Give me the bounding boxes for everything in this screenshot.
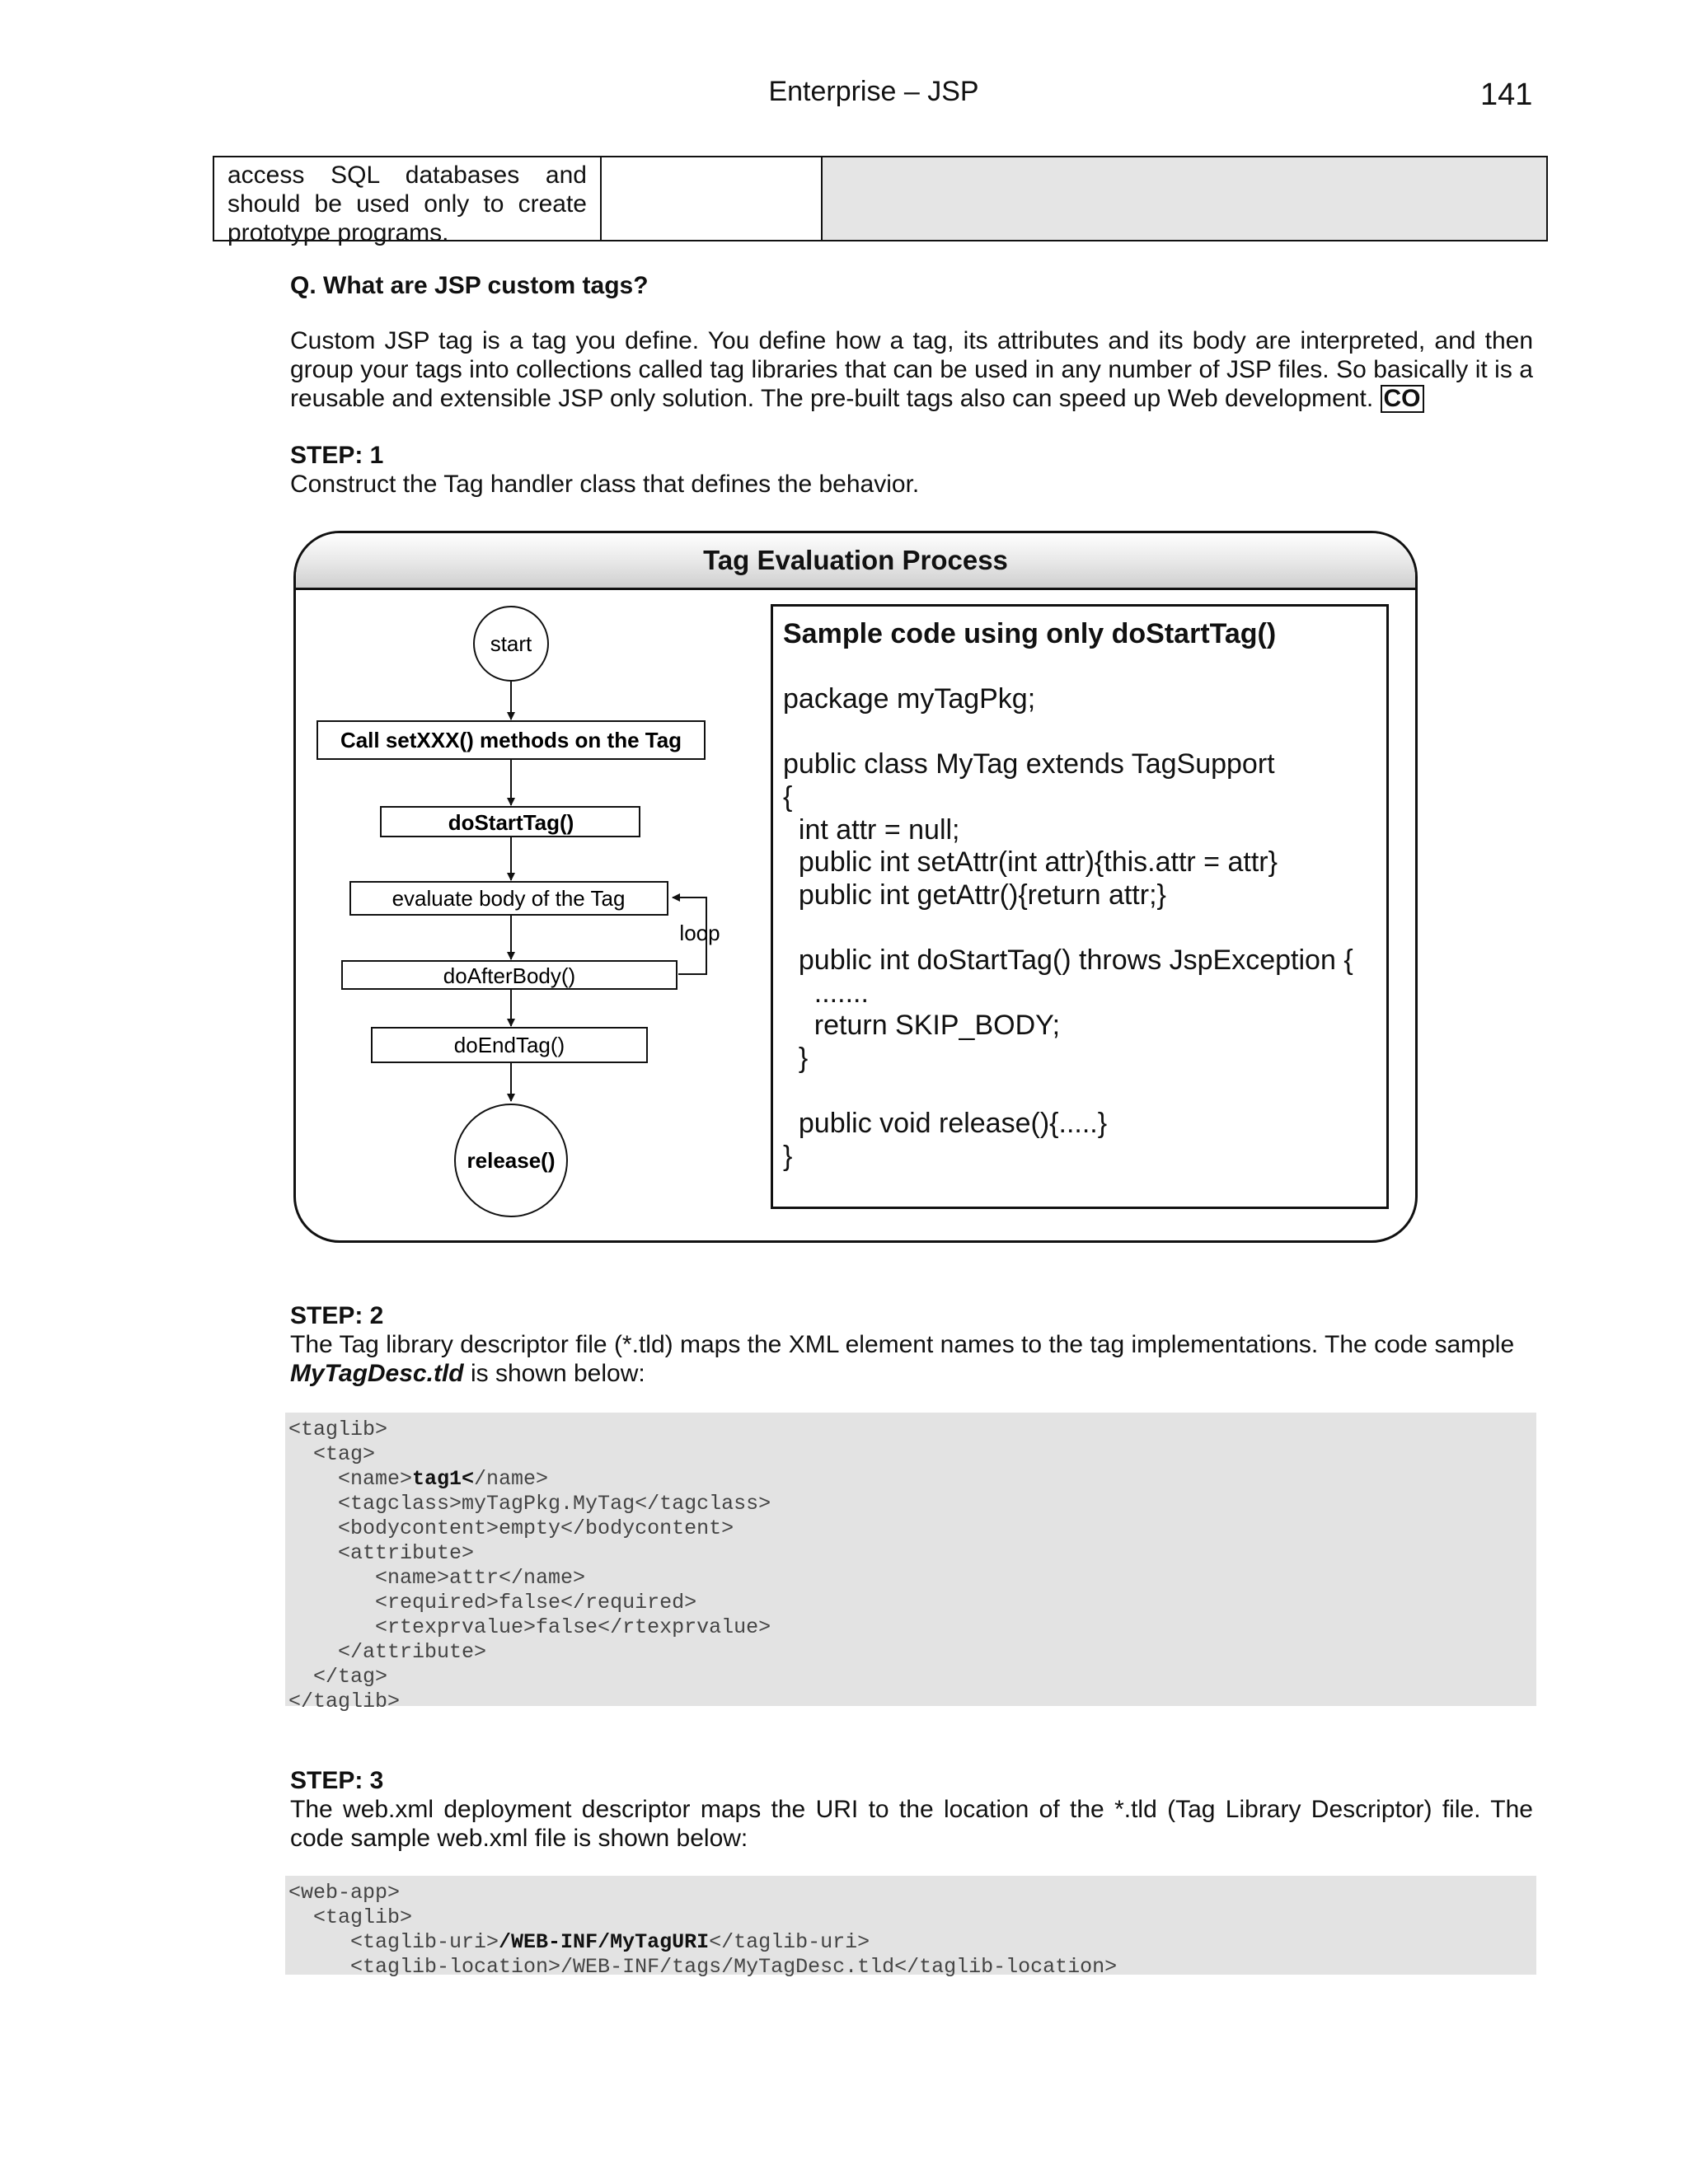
step2-text-after: is shown below: [463,1360,645,1387]
table-cell-text: access SQL databases and should be used only to create prototype programs. [214,157,602,240]
code-line: public int doStartTag() throws JspException { [783,944,1353,976]
code-line: <taglib> [288,1905,413,1929]
code-line: <rtexprvalue>false</rtexprvalue> [288,1615,771,1639]
code-line: package myTagPkg; [783,683,1036,715]
webxml-code-listing [285,1876,1536,1979]
tld-code-listing [285,1413,1536,1713]
code-line: <name>attr</name> [288,1566,586,1590]
step1-text: Construct the Tag handler class that defines the behavior. [290,471,920,498]
step2-text-before: The Tag library descriptor file (*.tld) maps the XML element names to the tag implementations. The code sample [290,1331,1515,1358]
loop-label: loop [679,921,720,945]
code-line: <tagclass>myTagPkg.MyTag</tagclass> [288,1492,771,1516]
code-line: return SKIP_BODY; [783,1010,1061,1042]
code-line: <web-app> [288,1881,401,1905]
evaluate-body-label: evaluate body of the Tag [392,886,626,911]
step2-label: STEP: 2 [290,1302,384,1329]
diagram-title: Tag Evaluation Process [296,533,1415,590]
flowchart [296,533,757,1243]
code-line: <name>tag1</name> [288,1467,549,1491]
co-badge: CO [1381,385,1424,413]
code-line: public class MyTag extends TagSupport [783,748,1275,780]
answer-text: Custom JSP tag is a tag you define. You define how a tag, its attributes and its body are interpreted, and then group your tags into collections called tag libraries that can be used in any number of JSP files. So basically it is a reusable and extensible JSP only solution. The pre-built tags also can speed up Web development. [290,327,1533,412]
step3-text: The web.xml deployment descriptor maps the URI to the location of the *.tld (Tag Library Descriptor) file. The code sample web.xml file is shown below: [290,1796,1533,1852]
code-line: <taglib-uri>/WEB-INF/MyTagURI</taglib-uri> [288,1930,870,1954]
code-line: </tag> [288,1665,388,1689]
code-line: <attribute> [288,1541,475,1565]
code-line: <bodycontent>empty</bodycontent> [288,1516,734,1540]
step1-label: STEP: 1 [290,442,384,469]
code-line: } [783,1042,809,1074]
page-header-title: Enterprise – JSP [768,76,979,107]
do-end-label: doEndTag() [453,1033,565,1057]
code-line: } [783,1140,793,1172]
sample-code-title: Sample code using only doStartTag() [783,618,1277,649]
code-line: <required>false</required> [288,1591,697,1615]
code-line: <tag> [288,1442,376,1466]
step2-text [290,1330,1533,1388]
code-line: { [783,780,793,813]
code-line: </taglib> [288,1690,401,1713]
do-after-label: doAfterBody() [443,963,576,988]
code-line: int attr = null; [783,813,960,846]
release-label: release() [467,1148,556,1173]
step3-label: STEP: 3 [290,1767,384,1794]
code-line: public int getAttr(){return attr;} [783,879,1166,911]
step2-filename: MyTagDesc.tld [290,1360,464,1387]
tag-evaluation-diagram [293,531,1418,1243]
table-cell-shaded [823,157,1546,240]
sample-code-box [771,604,1389,1209]
code-line: <taglib-location>/WEB-INF/tags/MyTagDesc.tld</taglib-location> [288,1955,1118,1979]
set-methods-label: Call setXXX() methods on the Tag [340,728,682,752]
code-line: public void release(){.....} [783,1107,1108,1139]
table-cell-empty [602,157,823,240]
do-start-label: doStartTag() [448,810,574,835]
code-line: public int setAttr(int attr){this.attr = attr} [783,846,1278,879]
question-heading: Q. What are JSP custom tags? [290,272,649,299]
answer-paragraph [290,326,1533,413]
code-line: ....... [783,977,869,1009]
start-label: start [490,631,532,656]
code-line: <taglib> [288,1418,388,1441]
code-line: </attribute> [288,1640,487,1664]
page-number: 141 [1480,77,1533,112]
continuation-table [213,156,1548,246]
